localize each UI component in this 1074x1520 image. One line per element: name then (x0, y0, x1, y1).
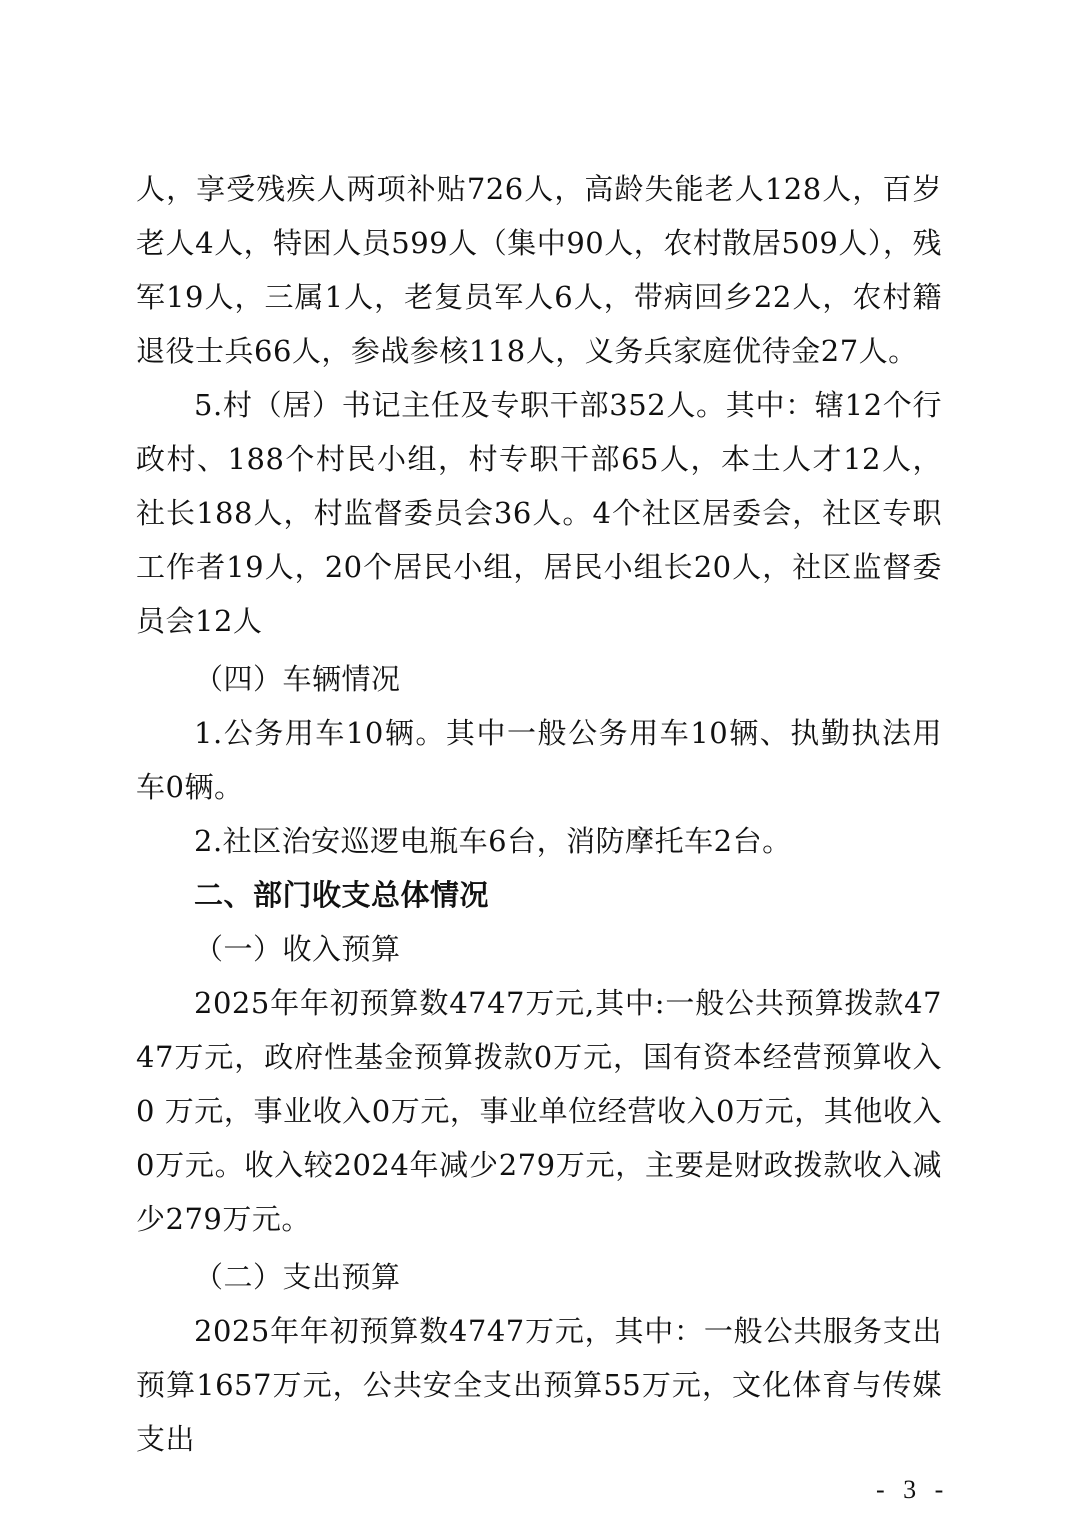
paragraph-official-vehicles: 1.公务用车10辆。其中一般公务用车10辆、执勤执法用车0辆。 (136, 716, 942, 804)
heading-vehicles: （四）车辆情况 (194, 662, 401, 696)
paragraph-patrol-vehicles: 2.社区治安巡逻电瓶车6台，消防摩托车2台。 (194, 824, 792, 858)
page-number: - 3 - (876, 1475, 950, 1504)
heading-expenditure-budget: （二）支出预算 (194, 1260, 401, 1294)
paragraph-income-budget: 2025年年初预算数4747万元,其中:一般公共预算拨款4747万元，政府性基金预算拨款0万元，国有资本经营预算收入0 万元，事业收入0万元，事业单位经营收入0万元，其他收入 0万元。收入较2024年减少279万元，主要是财政拨款收入减少279万元。 (136, 986, 942, 1236)
document-body (136, 162, 942, 1466)
heading-income-budget: （一）收入预算 (194, 932, 401, 966)
paragraph-expenditure-budget: 2025年年初预算数4747万元，其中：一般公共服务支出预算1657万元，公共安全支出预算55万元，文化体育与传媒支出 (136, 1314, 942, 1456)
paragraph-special-care-recipients: 人，享受残疾人两项补贴726人，高龄失能老人128人，百岁老人4人，特困人员599人（集中90人，农村散居509人），残军19人，三属1人，老复员军人6人，带病回乡22人，农村籍退役士兵66人，参战参核118人，义务兵家庭优待金27人。 (136, 172, 942, 368)
heading-department-budget-overview: 二、部门收支总体情况 (194, 878, 490, 912)
paragraph-village-cadres: 5.村（居）书记主任及专职干部352人。其中：辖12个行政村、188个村民小组，村专职干部65人，本土人才12人，社长188人，村监督委员会36人。4个社区居委会，社区专职工作者19人，20个居民小组，居民小组长20人，社区监督委员会12人 (136, 388, 942, 638)
